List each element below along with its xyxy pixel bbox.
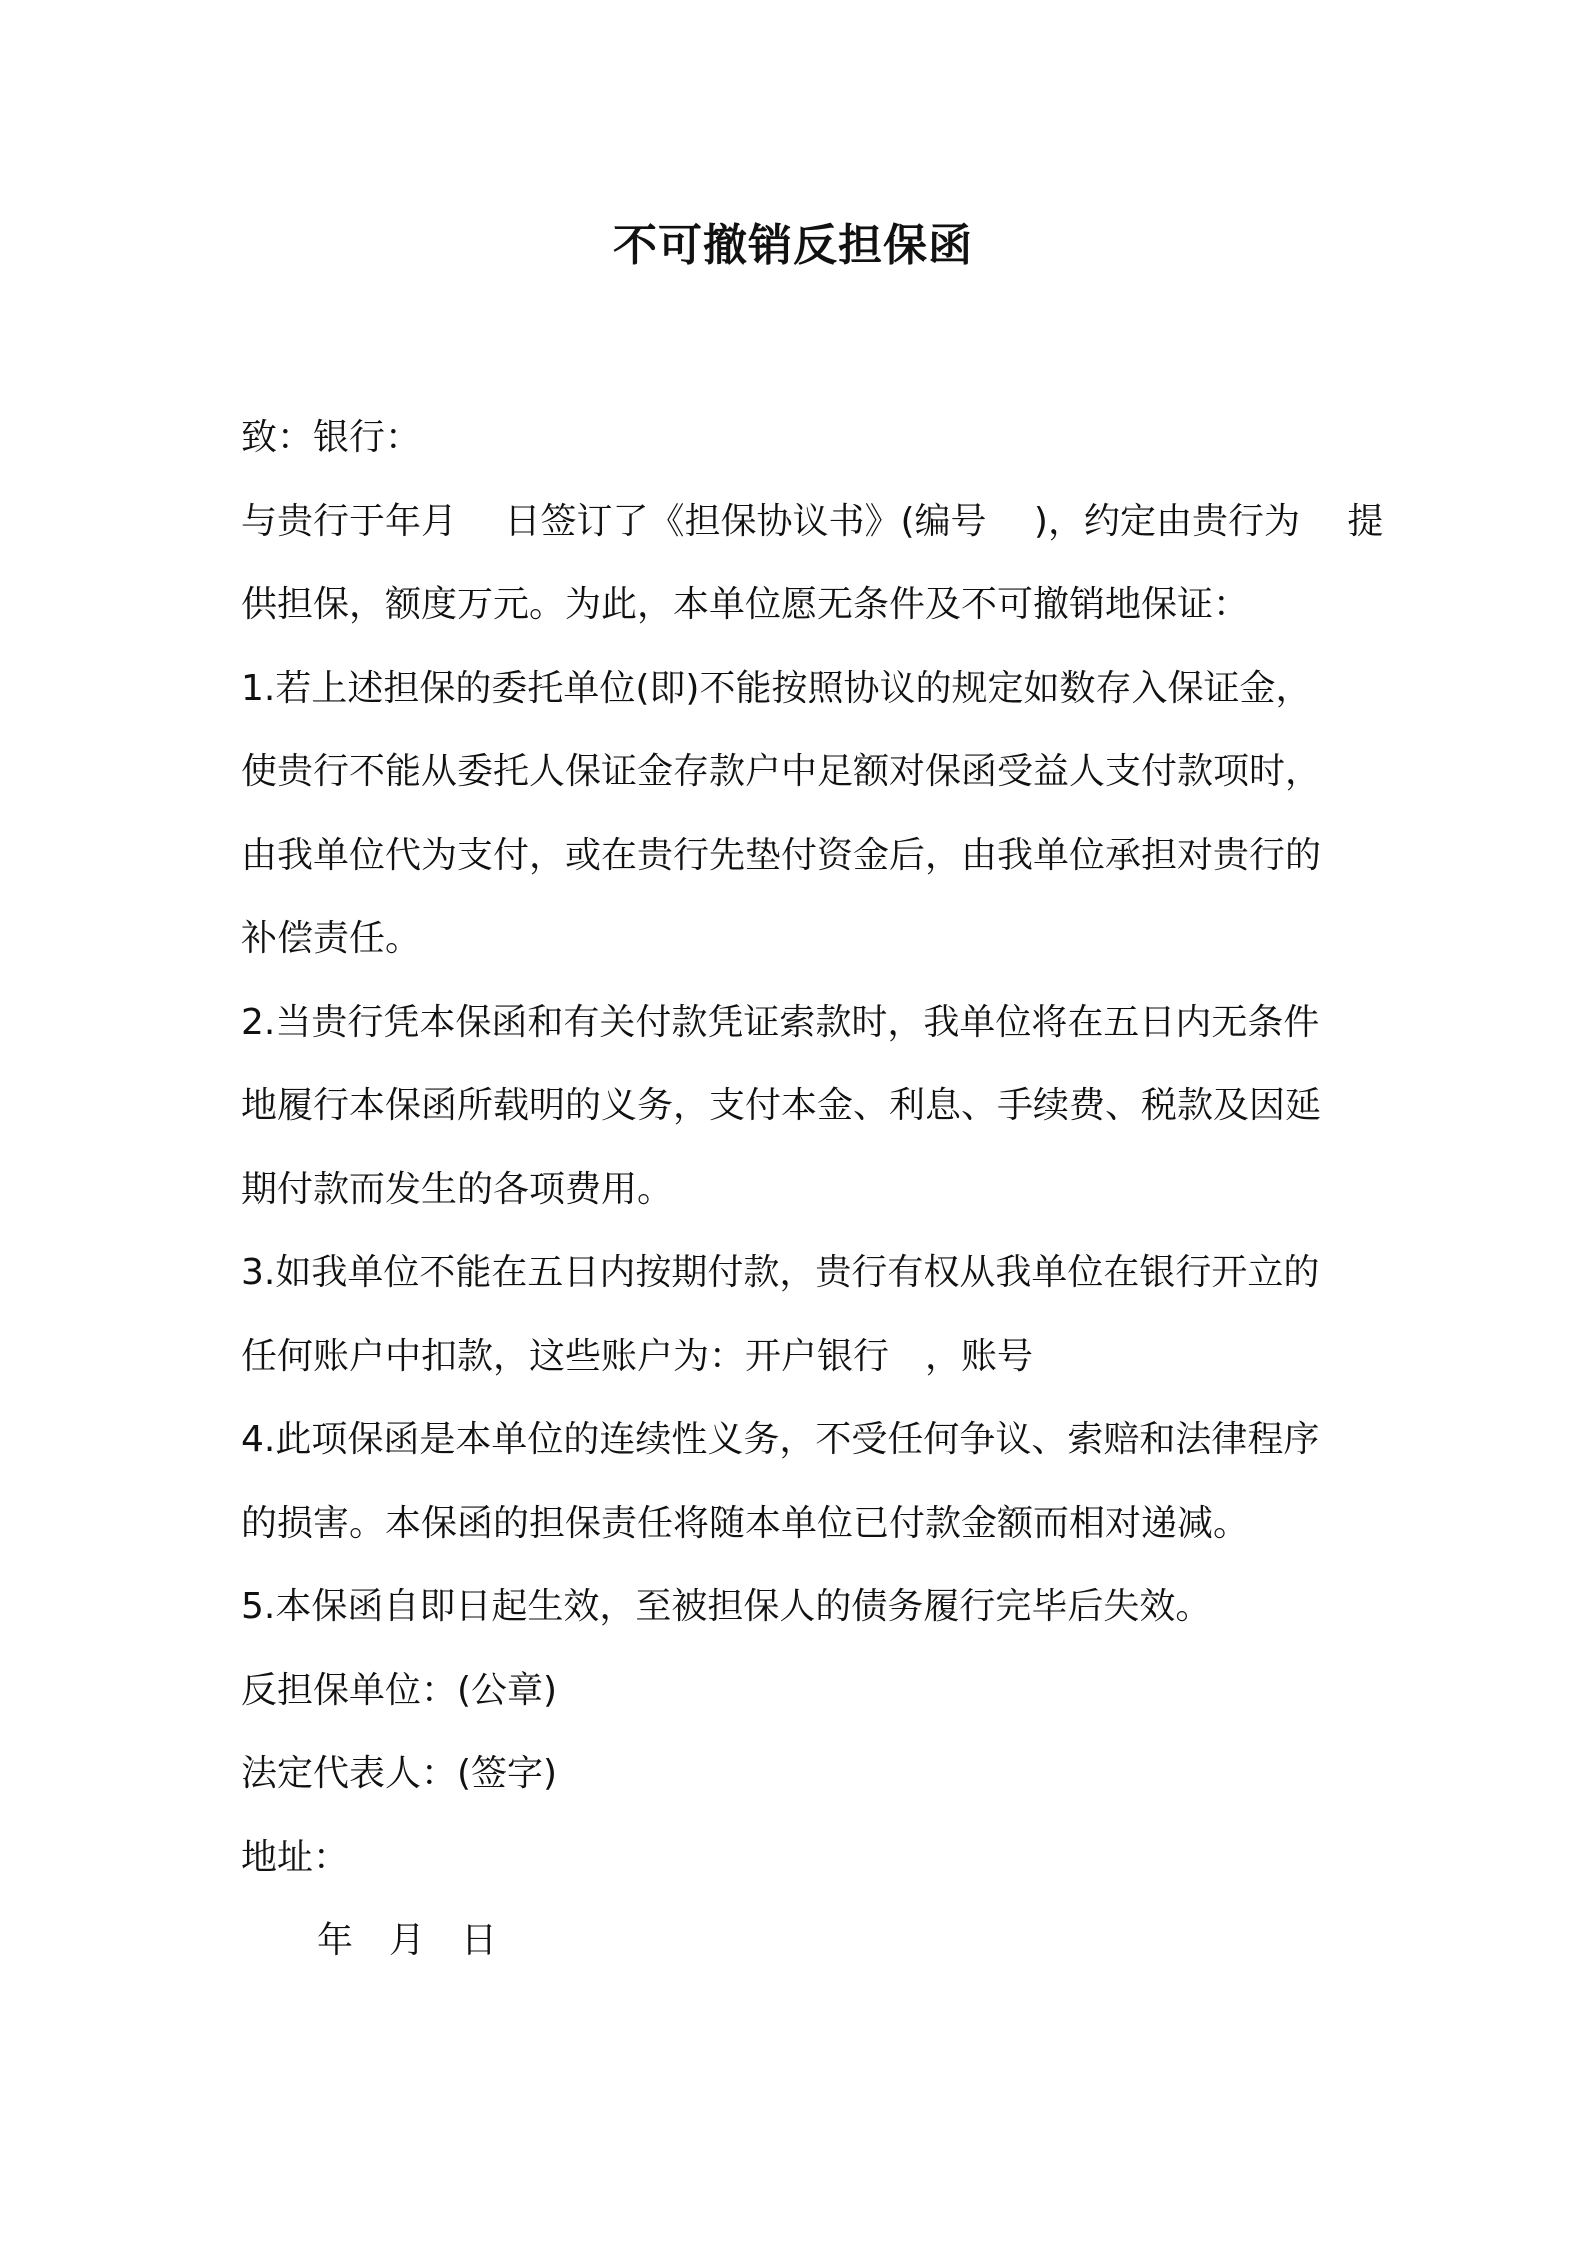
clause-1-line: 由我单位代为支付，或在贵行先垫付资金后，由我单位承担对贵行的 [241,834,1322,876]
clause-2-line: 地履行本保函所载明的义务，支付本金、利息、手续费、税款及因延 [241,1085,1322,1126]
clause-4-line: 的损害。本保函的担保责任将随本单位已付款金额而相对递减。 [241,1502,1250,1544]
document-title: 不可撤销反担保函 [613,220,973,271]
address-line: 地址： [241,1836,350,1878]
guarantor-seal-line: 反担保单位：(公章) [241,1669,558,1711]
legal-representative-line: 法定代表人：(签字) [241,1753,558,1794]
clause-3-line: 任何账户中扣款，这些账户为：开户银行 ，账号 [241,1335,1034,1377]
letter-body [241,396,1384,1983]
clause-2-line: 期付款而发生的各项费用。 [241,1168,674,1210]
clause-2-line: 2.当贵行凭本保函和有关付款凭证索款时，我单位将在五日内无条件 [241,1001,1320,1043]
clause-1-line: 补偿责任。 [241,918,422,959]
clause-1-line: 使贵行不能从委托人保证金存款户中足额对保函受益人支付款项时， [241,751,1322,792]
clause-5-line: 5.本保函自即日起生效，至被担保人的债务履行完毕后失效。 [241,1586,1212,1627]
addressee-line: 致：银行： [241,417,422,458]
clause-4-line: 4.此项保函是本单位的连续性义务，不受任何争议、索赔和法律程序 [241,1419,1320,1460]
paragraph-line: 供担保，额度万元。为此，本单位愿无条件及不可撤销地保证： [241,584,1250,625]
clause-3-line: 3.如我单位不能在五日内按期付款，贵行有权从我单位在银行开立的 [241,1252,1320,1293]
date-line: 年 月 日 [317,1920,498,1961]
clause-1-line: 1.若上述担保的委托单位(即)不能按照协议的规定如数存入保证金， [241,667,1312,709]
paragraph-line: 与贵行于年月 日签订了《担保协议书》(编号 )，约定由贵行为 提 [241,500,1384,542]
